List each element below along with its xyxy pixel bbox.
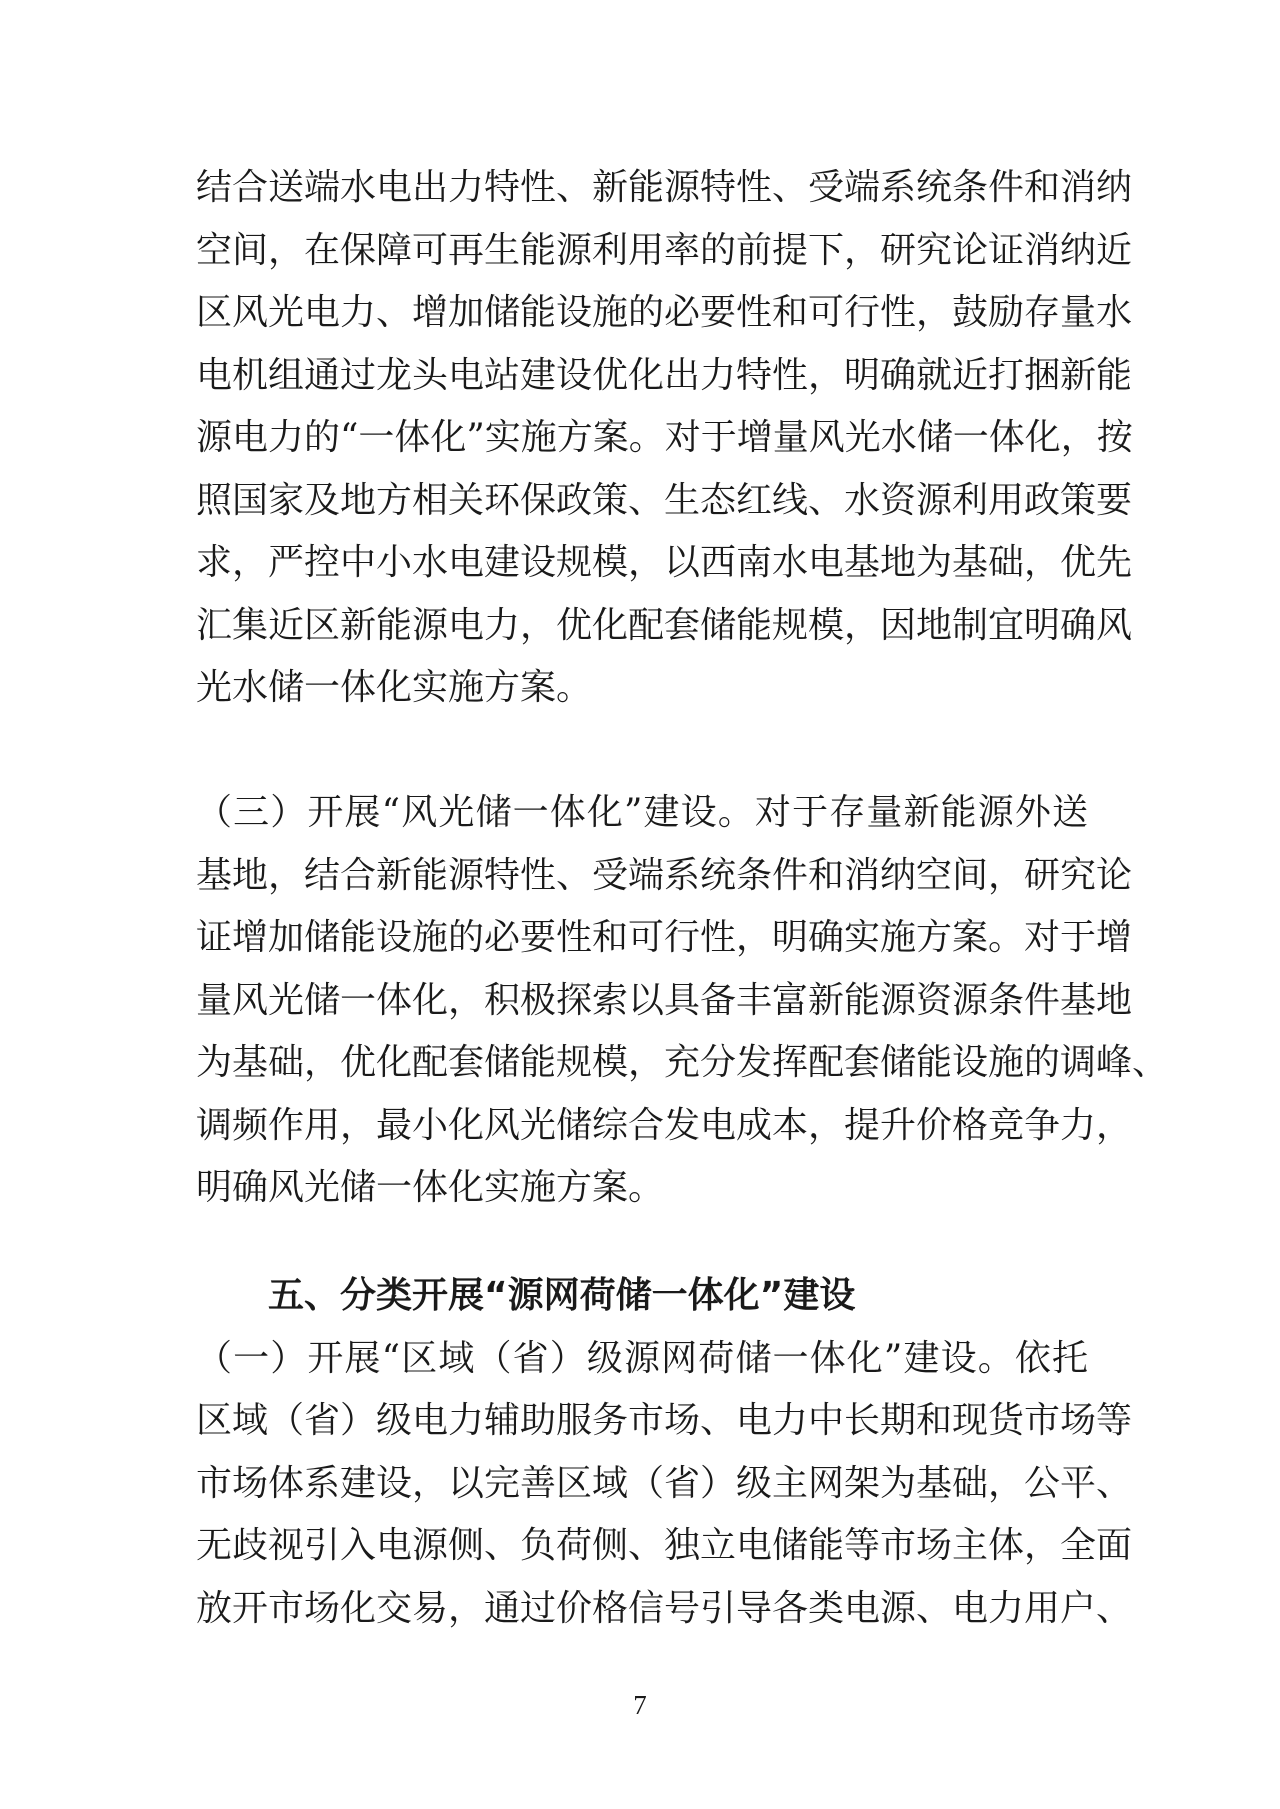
text-line: 明确风光储一体化实施方案。 [196, 1167, 665, 1208]
text-line: 基地，结合新能源特性、受端系统条件和消纳空间，研究论 [196, 854, 1133, 896]
text-line: 为基础，优化配套储能规模，充分发挥配套储能设施的调峰、 [196, 1042, 1169, 1083]
text-line: 空间，在保障可再生能源利用率的前提下，研究论证消纳近 [196, 229, 1133, 271]
text-line: 市场体系建设，以完善区域（省）级主网架为基础，公平、 [196, 1462, 1133, 1504]
text-line: （三）开展“风光储一体化”建设。对于存量新能源外送 [196, 792, 1088, 833]
text-line: 区域（省）级电力辅助服务市场、电力中长期和现货市场等 [196, 1400, 1133, 1441]
text-line: 光水储一体化实施方案。 [196, 667, 593, 708]
text-line: 量风光储一体化，积极探索以具备丰富新能源资源条件基地 [196, 979, 1133, 1021]
text-line: 证增加储能设施的必要性和可行性，明确实施方案。对于增 [196, 917, 1133, 958]
text-line: 无歧视引入电源侧、负荷侧、独立电储能等市场主体，全面 [196, 1525, 1133, 1566]
section-five [196, 1265, 1133, 1640]
text-line: 汇集近区新能源电力，优化配套储能规模，因地制宜明确风 [196, 604, 1133, 646]
text-line: 区风光电力、增加储能设施的必要性和可行性，鼓励存量水 [196, 292, 1133, 333]
paragraph-wind-solar-storage [196, 782, 1169, 1220]
text-line: 电机组通过龙头电站建设优化出力特性，明确就近打捆新能 [196, 354, 1133, 396]
text-line: 求，严控中小水电建设规模，以西南水电基地为基础，优先 [196, 542, 1133, 583]
text-line: 放开市场化交易，通过价格信号引导各类电源、电力用户、 [196, 1587, 1133, 1629]
page-number: 7 [633, 1690, 647, 1720]
text-line: 调频作用，最小化风光储综合发电成本，提升价格竞争力， [196, 1104, 1133, 1146]
text-line: 照国家及地方相关环保政策、生态红线、水资源利用政策要 [196, 479, 1133, 521]
text-line: （一）开展“区域（省）级源网荷储一体化”建设。依托 [196, 1337, 1088, 1379]
paragraph-wind-solar-hydro-storage [196, 157, 1133, 720]
text-line: 源电力的“一体化”实施方案。对于增量风光水储一体化，按 [196, 417, 1133, 458]
text-line: 结合送端水电出力特性、新能源特性、受端系统条件和消纳 [196, 167, 1133, 208]
section-heading: 五、分类开展“源网荷储一体化”建设 [268, 1275, 856, 1316]
